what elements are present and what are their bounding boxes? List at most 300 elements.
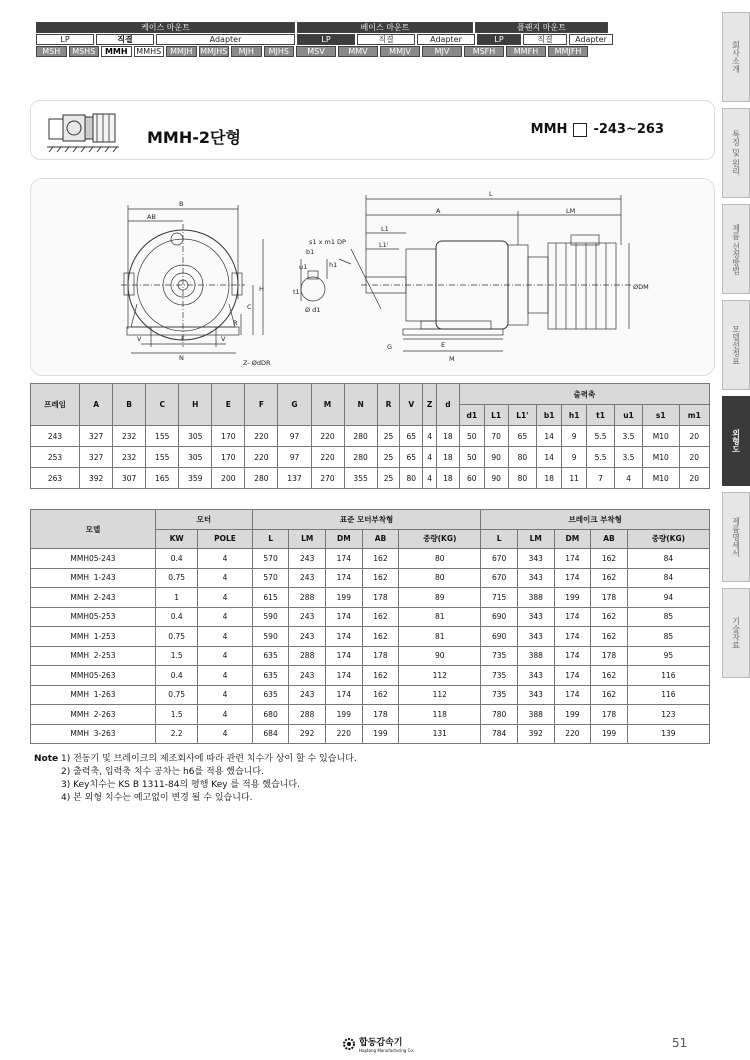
model-header: 모델 <box>31 510 156 549</box>
table-cell: 85 <box>627 627 709 647</box>
nav-model-6[interactable]: MJH <box>231 46 262 57</box>
dim-s1: s1 x m1 DP <box>309 238 346 246</box>
table-row <box>31 588 710 608</box>
page-number: 51 <box>672 1036 688 1050</box>
header-cell: V <box>400 384 423 426</box>
table-cell: 388 <box>517 588 554 608</box>
nav-connection-3[interactable]: LP <box>297 34 355 45</box>
output-shaft-header: 출력축 <box>459 384 709 405</box>
table-cell: 670 <box>481 568 518 588</box>
table-cell: 94 <box>627 588 709 608</box>
header-cell: h1 <box>562 405 587 426</box>
nav-connection-7[interactable]: 직결 <box>523 34 567 45</box>
model-series-row <box>36 46 706 57</box>
table-cell: 243 <box>289 627 326 647</box>
side-tab-5[interactable] <box>722 492 750 582</box>
table-cell: 280 <box>245 468 278 489</box>
note-prefix: Note <box>34 754 59 764</box>
table-cell: 174 <box>326 568 363 588</box>
table-cell: 60 <box>459 468 484 489</box>
table-cell: 388 <box>517 646 554 666</box>
table-cell: 359 <box>179 468 212 489</box>
dim-r: R <box>233 319 238 327</box>
header-cell: AB <box>362 529 399 549</box>
table-cell: 288 <box>289 588 326 608</box>
table-cell: 570 <box>252 568 289 588</box>
table-cell: 80 <box>400 468 423 489</box>
table-cell: 4 <box>198 724 252 744</box>
table-cell: 288 <box>289 705 326 725</box>
dim-d1: Ø d1 <box>305 306 321 314</box>
table-cell: 1.5 <box>156 705 198 725</box>
table-cell: 20 <box>679 447 709 468</box>
table-cell: 90 <box>484 468 508 489</box>
nav-model-4[interactable]: MMJH <box>166 46 197 57</box>
header-cell: M <box>311 384 344 426</box>
table-cell: 0.75 <box>156 568 198 588</box>
table-cell: 14 <box>537 426 562 447</box>
table-cell: 343 <box>517 666 554 686</box>
table-cell: 162 <box>591 607 628 627</box>
table-cell: 232 <box>113 447 146 468</box>
table-cell: 137 <box>278 468 311 489</box>
side-tab-1[interactable] <box>722 108 750 198</box>
table-cell: 85 <box>627 607 709 627</box>
nav-model-13[interactable]: MMFH <box>506 46 546 57</box>
table-cell: 4 <box>198 627 252 647</box>
table-cell: 18 <box>437 447 460 468</box>
side-tab-6[interactable] <box>722 588 750 678</box>
table-cell: MMH 2-243 <box>31 588 156 608</box>
table-cell: 0.4 <box>156 549 198 569</box>
dim-a: A <box>436 207 441 215</box>
table-cell: 232 <box>113 426 146 447</box>
side-tab-3[interactable] <box>722 300 750 390</box>
table-cell: 174 <box>326 549 363 569</box>
table-cell: 95 <box>627 646 709 666</box>
dim-c: C <box>247 303 252 311</box>
table-cell: 112 <box>399 685 481 705</box>
table-cell: 162 <box>591 666 628 686</box>
table-row <box>31 426 710 447</box>
table-cell: 25 <box>377 447 400 468</box>
header-cell: 프레임 <box>31 384 80 426</box>
table-cell: 327 <box>80 426 113 447</box>
table-cell: 590 <box>252 627 289 647</box>
model-code-range <box>531 122 664 137</box>
dim-e: E <box>441 341 446 349</box>
side-tab-label: 기술자료 <box>731 617 741 649</box>
model-code-suffix: -243~263 <box>593 122 664 137</box>
nav-connection-5[interactable]: Adapter <box>417 34 475 45</box>
nav-model-9[interactable]: MMV <box>338 46 378 57</box>
nav-model-11[interactable]: MJV <box>422 46 462 57</box>
table-cell: 162 <box>362 666 399 686</box>
table-cell: 174 <box>554 607 591 627</box>
header-cell: u1 <box>615 405 643 426</box>
table-cell: 84 <box>627 568 709 588</box>
header-cell: KW <box>156 529 198 549</box>
table-cell: 220 <box>311 447 344 468</box>
table-cell: 80 <box>399 549 481 569</box>
table-cell: 199 <box>326 588 363 608</box>
table-cell: 0.75 <box>156 627 198 647</box>
table-cell: 220 <box>554 724 591 744</box>
dim-lm: LM <box>566 207 576 215</box>
table-cell: 4 <box>198 607 252 627</box>
shaft-detail <box>301 249 381 309</box>
dim-h: H <box>259 285 264 293</box>
table-cell: 735 <box>481 685 518 705</box>
table-cell: 392 <box>80 468 113 489</box>
table-cell: 670 <box>481 549 518 569</box>
dim-n: N <box>179 354 184 362</box>
header-cell: s1 <box>642 405 679 426</box>
table-cell: 263 <box>31 468 80 489</box>
table-cell: 65 <box>400 447 423 468</box>
page-title: MMH-2단형 <box>147 128 241 147</box>
table-cell: 4 <box>198 588 252 608</box>
table-cell: 635 <box>252 685 289 705</box>
nav-connection-0[interactable]: LP <box>36 34 94 45</box>
table-cell: 25 <box>377 468 400 489</box>
technical-drawing <box>30 178 715 376</box>
table-cell: 199 <box>326 705 363 725</box>
table-cell: M10 <box>642 426 679 447</box>
table-cell: 116 <box>627 685 709 705</box>
table-cell: 162 <box>362 549 399 569</box>
table-cell: 199 <box>362 724 399 744</box>
table-cell: 162 <box>591 627 628 647</box>
table-cell: 174 <box>554 646 591 666</box>
table-cell: 327 <box>80 447 113 468</box>
dim-f: F <box>181 335 185 343</box>
nav-mount-1[interactable]: 베이스 마운트 <box>297 22 473 33</box>
table-cell: M10 <box>642 468 679 489</box>
header-cell: Z <box>423 384 437 426</box>
header-cell: POLE <box>198 529 252 549</box>
table-cell: 243 <box>289 568 326 588</box>
dim-l1-prime: L1' <box>379 241 389 249</box>
table-row <box>31 646 710 666</box>
table-cell: MMH 2-263 <box>31 705 156 725</box>
dim-b1: b1 <box>306 248 315 256</box>
nav-model-7[interactable]: MJHS <box>264 46 295 57</box>
table-row <box>31 607 710 627</box>
table-cell: 1.5 <box>156 646 198 666</box>
table-cell: 4 <box>198 646 252 666</box>
mount-type-row <box>36 22 706 33</box>
header-cell: C <box>146 384 179 426</box>
table-cell: 18 <box>437 468 460 489</box>
table-cell: 170 <box>212 447 245 468</box>
table-cell: 735 <box>481 646 518 666</box>
connection-type-row <box>36 34 706 45</box>
table-cell: 784 <box>481 724 518 744</box>
table-cell: 243 <box>31 426 80 447</box>
header-cell: L <box>252 529 289 549</box>
header-cell: DM <box>326 529 363 549</box>
table-cell: 590 <box>252 607 289 627</box>
table-cell: 199 <box>554 588 591 608</box>
table-cell: 288 <box>289 646 326 666</box>
table-row <box>31 447 710 468</box>
gear-logo-icon <box>342 1037 356 1051</box>
table-cell: 174 <box>326 607 363 627</box>
top-navigation <box>36 22 706 58</box>
table-cell: 735 <box>481 666 518 686</box>
table-row <box>31 724 710 744</box>
table-cell: 18 <box>437 426 460 447</box>
table-cell: 305 <box>179 426 212 447</box>
side-tab-label: 특징 및 원리 <box>731 130 741 176</box>
model-dimension-table <box>30 509 710 744</box>
table-cell: 690 <box>481 627 518 647</box>
table-cell: 50 <box>459 447 484 468</box>
dim-u1: u1 <box>299 263 308 271</box>
table-cell: 3.5 <box>615 447 643 468</box>
table-cell: 162 <box>591 685 628 705</box>
header-cell: AB <box>591 529 628 549</box>
dim-dm: ØDM <box>633 283 649 291</box>
table-cell: MMH 2-253 <box>31 646 156 666</box>
nav-model-14[interactable]: MMJFH <box>548 46 588 57</box>
table-cell: 715 <box>481 588 518 608</box>
table-cell: M10 <box>642 447 679 468</box>
note-text: 3) Key치수는 KS B 1311-84의 평행 Key 를 적용 했습니다. <box>61 780 300 790</box>
table-cell: 70 <box>484 426 508 447</box>
table-cell: 155 <box>146 447 179 468</box>
nav-connection-2[interactable]: Adapter <box>156 34 295 45</box>
table-cell: 0.75 <box>156 685 198 705</box>
nav-model-2[interactable]: MMH <box>101 46 132 57</box>
table-cell: 199 <box>591 724 628 744</box>
side-view <box>361 195 631 351</box>
nav-model-0[interactable]: MSH <box>36 46 67 57</box>
table-cell: 684 <box>252 724 289 744</box>
table-cell: 178 <box>362 588 399 608</box>
table-cell: 81 <box>399 627 481 647</box>
table-cell: 170 <box>212 426 245 447</box>
table-row <box>31 705 710 725</box>
table-cell: 280 <box>344 447 377 468</box>
nav-model-1[interactable]: MSHS <box>69 46 100 57</box>
table-cell: 392 <box>517 724 554 744</box>
model-code-box <box>573 123 587 137</box>
table-cell: 162 <box>591 549 628 569</box>
company-logo <box>342 1035 414 1053</box>
side-tab-2[interactable] <box>722 204 750 294</box>
header-cell: 중량(KG) <box>399 529 481 549</box>
header-cell: b1 <box>537 405 562 426</box>
table-cell: 162 <box>362 568 399 588</box>
nav-model-12[interactable]: MSFH <box>464 46 504 57</box>
table-cell: 162 <box>362 607 399 627</box>
table-cell: 680 <box>252 705 289 725</box>
table-cell: 90 <box>399 646 481 666</box>
side-tabs <box>722 12 750 684</box>
table-cell: 9 <box>562 426 587 447</box>
table-cell: 343 <box>517 568 554 588</box>
header-cell: L <box>481 529 518 549</box>
table-cell: 2.2 <box>156 724 198 744</box>
table-cell: 4 <box>198 685 252 705</box>
standard-header: 표준 모터부착형 <box>252 510 481 530</box>
dim-z: Z- ØdDR <box>243 359 271 367</box>
header-cell: m1 <box>679 405 709 426</box>
table-cell: 270 <box>311 468 344 489</box>
header-cell: d <box>437 384 460 426</box>
table-cell: MMH05-253 <box>31 607 156 627</box>
table-cell: 4 <box>423 468 437 489</box>
table-row <box>31 627 710 647</box>
frame-dimension-table <box>30 383 710 489</box>
brake-header: 브레이크 부착형 <box>481 510 710 530</box>
table-cell: 243 <box>289 607 326 627</box>
table-cell: 635 <box>252 666 289 686</box>
table-cell: MMH 1-263 <box>31 685 156 705</box>
table-cell: 200 <box>212 468 245 489</box>
table-cell: 4 <box>198 705 252 725</box>
table-row <box>31 568 710 588</box>
table-cell: 7 <box>587 468 615 489</box>
table-cell: 97 <box>278 447 311 468</box>
table-cell: 174 <box>326 627 363 647</box>
nav-mount-0[interactable]: 케이스 마운트 <box>36 22 295 33</box>
front-view-labels <box>137 200 271 367</box>
table-cell: 162 <box>362 685 399 705</box>
dim-h1: h1 <box>329 261 338 269</box>
table-cell: 65 <box>400 426 423 447</box>
note-line <box>34 766 357 779</box>
table-cell: 155 <box>146 426 179 447</box>
nav-model-8[interactable]: MSV <box>296 46 336 57</box>
table-cell: 199 <box>554 705 591 725</box>
table-cell: 690 <box>481 607 518 627</box>
table-cell: 20 <box>679 426 709 447</box>
nav-connection-4[interactable]: 직결 <box>357 34 415 45</box>
table-cell: 174 <box>326 646 363 666</box>
table-cell: 9 <box>562 447 587 468</box>
table-cell: 174 <box>554 685 591 705</box>
table-cell: 174 <box>554 627 591 647</box>
nav-connection-8[interactable]: Adapter <box>569 34 613 45</box>
table-cell: 174 <box>326 685 363 705</box>
dim-g: G <box>387 343 393 351</box>
motor-header: 모터 <box>156 510 253 530</box>
table-cell: 570 <box>252 549 289 569</box>
header-cell: R <box>377 384 400 426</box>
table-cell: 81 <box>399 607 481 627</box>
table-cell: 116 <box>627 666 709 686</box>
table-cell: 343 <box>517 549 554 569</box>
note-text: 4) 본 외형 치수는 예고없이 변경 될 수 있습니다. <box>61 793 253 803</box>
table-cell: 131 <box>399 724 481 744</box>
table-cell: 90 <box>484 447 508 468</box>
dim-m: M <box>449 355 455 363</box>
table-row <box>31 549 710 569</box>
side-tab-label: 제품명세서 <box>731 517 741 557</box>
table-cell: 3.5 <box>615 426 643 447</box>
table-cell: 165 <box>146 468 179 489</box>
dim-v-right: V <box>221 335 226 343</box>
table-cell: 178 <box>362 705 399 725</box>
table-cell: MMH05-263 <box>31 666 156 686</box>
table-cell: 4 <box>198 666 252 686</box>
side-tab-4[interactable] <box>722 396 750 486</box>
note-text: 2) 출력축, 입력축 치수 공차는 h6를 적용 했습니다. <box>61 767 264 777</box>
nav-mount-2[interactable]: 플랜지 마운트 <box>475 22 608 33</box>
note-line <box>34 779 357 792</box>
table-cell: 1 <box>156 588 198 608</box>
header-cell: E <box>212 384 245 426</box>
table-cell: 162 <box>591 568 628 588</box>
gear-reducer-icon <box>47 111 125 153</box>
header-cell: A <box>80 384 113 426</box>
table-cell: MMH 1-243 <box>31 568 156 588</box>
model-code-prefix: MMH <box>530 122 568 137</box>
table-cell: 220 <box>326 724 363 744</box>
dim-l1: L1 <box>381 225 389 233</box>
notes <box>34 753 357 805</box>
table-cell: 220 <box>245 426 278 447</box>
table-cell: 174 <box>554 549 591 569</box>
table-cell: 0.4 <box>156 666 198 686</box>
table-cell: 80 <box>508 468 537 489</box>
table-cell: 112 <box>399 666 481 686</box>
logo-text: 합동감속기 <box>359 1038 403 1048</box>
nav-connection-1[interactable]: 직결 <box>96 34 154 45</box>
table-cell: 388 <box>517 705 554 725</box>
table-cell: 178 <box>591 705 628 725</box>
header-cell: G <box>278 384 311 426</box>
table-cell: 355 <box>344 468 377 489</box>
side-tab-label: 제품 선정방법 <box>731 223 741 275</box>
table-cell: 174 <box>554 568 591 588</box>
table-cell: 305 <box>179 447 212 468</box>
nav-model-3[interactable]: MMHS <box>134 46 165 57</box>
table-cell: 635 <box>252 646 289 666</box>
side-tab-0[interactable] <box>722 12 750 102</box>
table-cell: 220 <box>245 447 278 468</box>
nav-model-5[interactable]: MMJHS <box>200 47 228 56</box>
header-cell: LM <box>289 529 326 549</box>
table-cell: 4 <box>198 568 252 588</box>
nav-model-10[interactable]: MMJV <box>380 46 420 57</box>
table-cell: 20 <box>679 468 709 489</box>
header-cell: B <box>113 384 146 426</box>
logo-subtext: Haptong Manufacturing Co. <box>359 1048 415 1053</box>
table-cell: 343 <box>517 685 554 705</box>
table-cell: 178 <box>362 646 399 666</box>
dim-ab: AB <box>147 213 156 221</box>
header-cell: d1 <box>459 405 484 426</box>
table-cell: 25 <box>377 426 400 447</box>
dim-l: L <box>489 190 493 198</box>
table-cell: 243 <box>289 666 326 686</box>
table-cell: 18 <box>537 468 562 489</box>
table-row <box>31 666 710 686</box>
front-view <box>121 205 263 353</box>
table-cell: 4 <box>615 468 643 489</box>
table-cell: 80 <box>508 447 537 468</box>
product-header <box>30 100 715 160</box>
table-cell: 615 <box>252 588 289 608</box>
header-cell: F <box>245 384 278 426</box>
table-cell: 80 <box>399 568 481 588</box>
table-cell: 174 <box>554 666 591 686</box>
nav-connection-6[interactable]: LP <box>477 34 521 45</box>
